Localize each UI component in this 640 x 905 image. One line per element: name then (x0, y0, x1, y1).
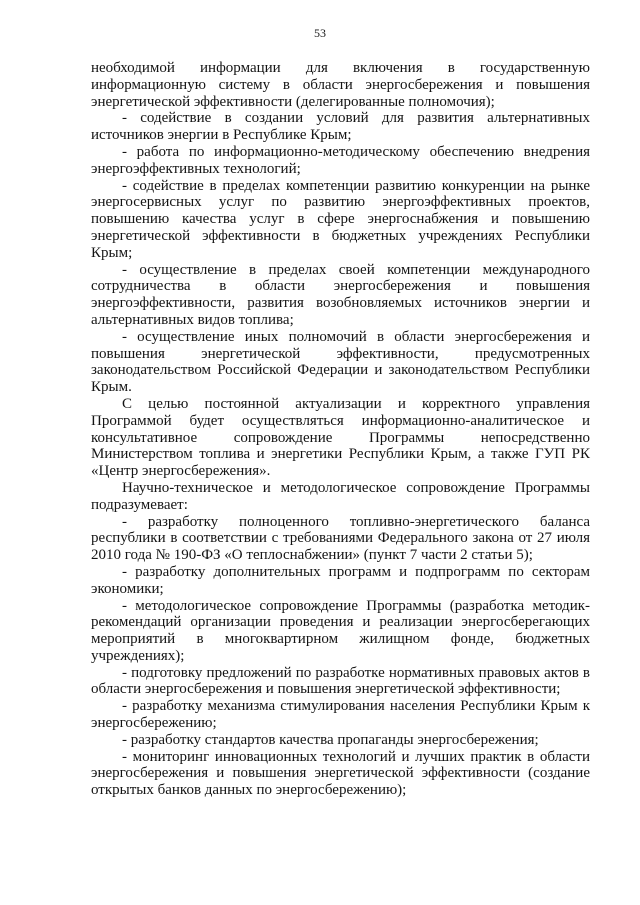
page-number: 53 (314, 26, 326, 40)
list-item: - разработку дополнительных программ и подпрограмм по секторам экономики; (91, 563, 590, 597)
document-body (91, 60, 590, 799)
list-item: - осуществление иных полномочий в области энергосбережения и повышения энергетической эффективности, предусмотренных законодательством Российской Федерации и законодательством Республики Крым. (91, 328, 590, 396)
body-paragraph: Научно-техническое и методологическое сопровождение Программы подразумевает: (91, 479, 590, 513)
list-item: - методологическое сопровождение Программы (разработка методик-рекомендаций организации проведения и реализации энергосберегающих мероприятий в многоквартирном жилищном фонде, бюджетных учреждениях); (91, 597, 590, 664)
paragraph-continuation: необходимой информации для включения в государственную информационную систему в области энергосбережения и повышения энергетической эффективности (делегированные полномочия); (91, 60, 590, 110)
list-item: - разработку полноценного топливно-энергетического баланса республики в соответствии с требованиями Федерального закона от 27 июля 2010 года № 190-ФЗ «О теплоснабжении» (пункт 7 части 2 статьи 5); (91, 513, 590, 564)
body-paragraph: С целью постоянной актуализации и корректного управления Программой будет осуществляться информационно-аналитическое и консультативное сопровождение Программы непосредственно Министерством топлива и энергетики Республики Крым, а также ГУП РК «Центр энергосбережения». (91, 395, 590, 480)
list-item: - разработку механизма стимулирования населения Республики Крым к энергосбережению; (91, 698, 590, 732)
list-item: - подготовку предложений по разработке нормативных правовых актов в области энергосбережения и повышения энергетической эффективности; (91, 664, 590, 698)
list-item: - разработку стандартов качества пропаганды энергосбережения; (122, 731, 539, 748)
list-item: - содействие в пределах компетенции развитию конкуренции на рынке энергосервисных услуг по развитию энергоэффективных проектов, повышению качества услуг в сфере энергоснабжения и повышению энергетической эффективности в бюджетных учреждениях Республики Крым; (91, 177, 590, 261)
list-item: - содействие в создании условий для развития альтернативных источников энергии в Республике Крым; (91, 110, 590, 144)
list-item: - работа по информационно-методическому обеспечению внедрения энергоэффективных технологий; (91, 143, 590, 177)
list-item: - мониторинг инновационных технологий и лучших практик в области энергосбережения и повышения энергетической эффективности (создание открытых банков данных по энергосбережению); (91, 748, 590, 799)
list-item: - осуществление в пределах своей компетенции международного сотрудничества в области энергосбережения и повышения энергоэффективности, развития возобновляемых источников энергии и альтернативных видов топлива; (91, 261, 590, 328)
